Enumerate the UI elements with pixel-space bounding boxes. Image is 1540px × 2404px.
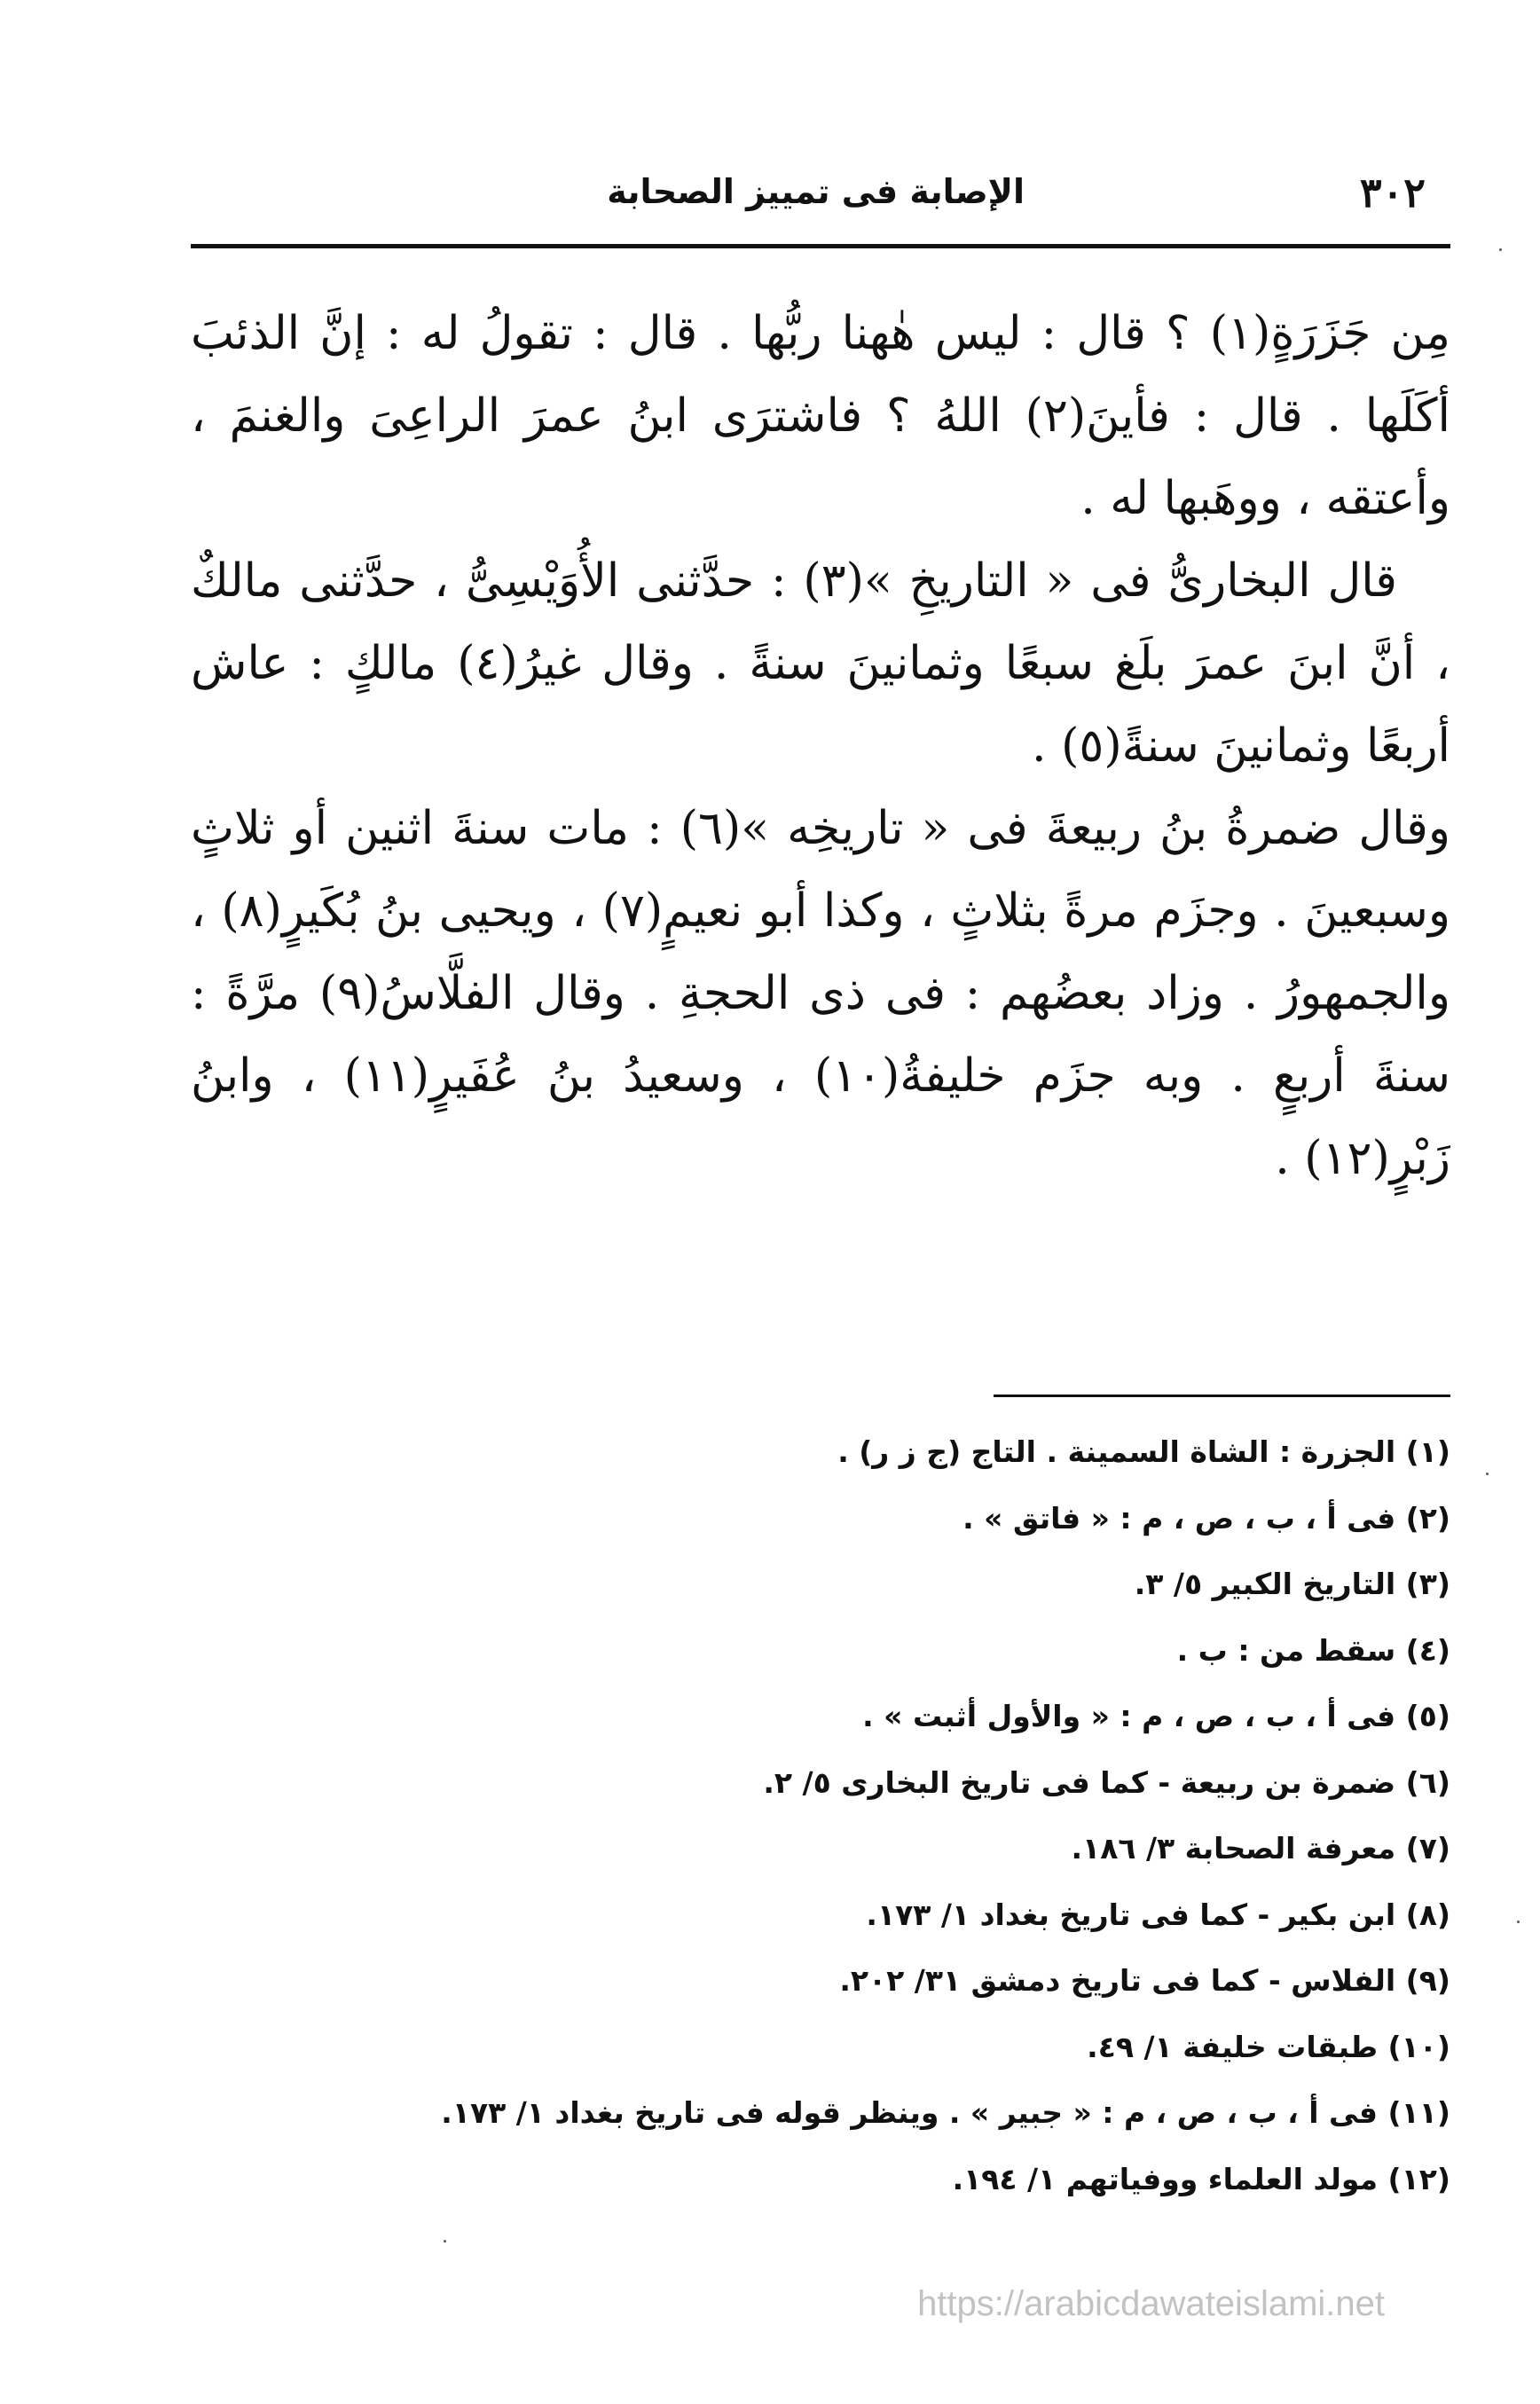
watermark-url: https://arabicdawateislami.net bbox=[917, 2284, 1385, 2323]
footnote: (١) الجزرة : الشاة السمينة . التاج (ج ز ر) . bbox=[837, 1434, 1450, 1469]
page-number: ٣٠٢ bbox=[1359, 169, 1426, 216]
paragraph: مِن جَزَرَةٍ(١) ؟ قال : ليس هٰهنا ربُّها . قال : تقولُ له : إنَّ الذئبَ أكَلَها . قال : فأينَ(٢) اللهُ ؟ فاشترَى ابنُ عمرَ الراعِىَ والغنمَ ، وأعتقه ، ووهَبها له . bbox=[191, 307, 1450, 525]
footnote: (٦) ضمرة بن ربيعة - كما فى تاريخ البخارى ٥/ ٢. bbox=[763, 1764, 1450, 1800]
footnote: (١١) فى أ ، ب ، ص ، م : « جبير » . وينظر قوله فى تاريخ بغداد ١/ ١٧٣. bbox=[441, 2095, 1450, 2130]
running-title: الإصابة فى تمييز الصحابة bbox=[607, 172, 1025, 211]
page-header bbox=[191, 160, 1450, 231]
footnote: (٥) فى أ ، ب ، ص ، م : « والأول أثبت » . bbox=[862, 1699, 1450, 1733]
footnote-separator bbox=[994, 1394, 1450, 1397]
header-rule bbox=[191, 244, 1450, 248]
footnote: (٨) ابن بكير - كما فى تاريخ بغداد ١/ ١٧٣. bbox=[866, 1897, 1450, 1932]
paragraph: وقال ضمرةُ بنُ ربيعةَ فى « تاريخِه »(٦) : مات سنةَ اثنين أو ثلاثٍ وسبعينَ . وجزَم مرةً بثلاثٍ ، وكذا أبو نعيمٍ(٧) ، ويحيى بنُ بُكَيرٍ(٨) ، والجمهورُ . وزاد بعضُهم : فى ذى الحجةِ . وقال الفلَّاسُ(٩) مرَّةً : سنةَ أربعٍ . وبه جزَم خليفةُ(١٠) ، وسعيدُ بنُ عُفَيرٍ(١١) ، وابنُ زَبْرٍ(١٢) . bbox=[191, 802, 1451, 1185]
footnote: (١٢) مولد العلماء ووفياتهم ١/ ١٩٤. bbox=[952, 2161, 1450, 2196]
footnote: (٩) الفلاس - كما فى تاريخ دمشق ٣١/ ٢٠٢. bbox=[839, 1963, 1450, 1998]
footnote: (١٠) طبقات خليفة ١/ ٤٩. bbox=[1087, 2029, 1450, 2064]
footnote: (٧) معرفة الصحابة ٣/ ١٨٦. bbox=[1071, 1831, 1450, 1866]
scan-speck bbox=[1486, 1473, 1489, 1475]
paragraph: قال البخارىُّ فى « التاريخِ »(٣) : حدَّثنى الأُوَيْسِىُّ ، حدَّثنى مالكٌ ، أنَّ ابنَ عمرَ بلَغ سبعًا وثمانينَ سنةً . وقال غيرُ(٤) مالكٍ : عاش أربعًا وثمانينَ سنةً(٥) . bbox=[191, 554, 1450, 773]
footnote: (٤) سقط من : ب . bbox=[1176, 1632, 1450, 1668]
footnotes bbox=[191, 1419, 1450, 2212]
scan-speck bbox=[444, 2240, 446, 2243]
main-text bbox=[191, 293, 1450, 1200]
scan-speck bbox=[1517, 1921, 1520, 1923]
footnote: (٣) التاريخ الكبير ٥/ ٣. bbox=[1134, 1567, 1450, 1601]
footnote: (٢) فى أ ، ب ، ص ، م : « فاتق » . bbox=[962, 1500, 1450, 1536]
scan-speck bbox=[1499, 248, 1502, 251]
